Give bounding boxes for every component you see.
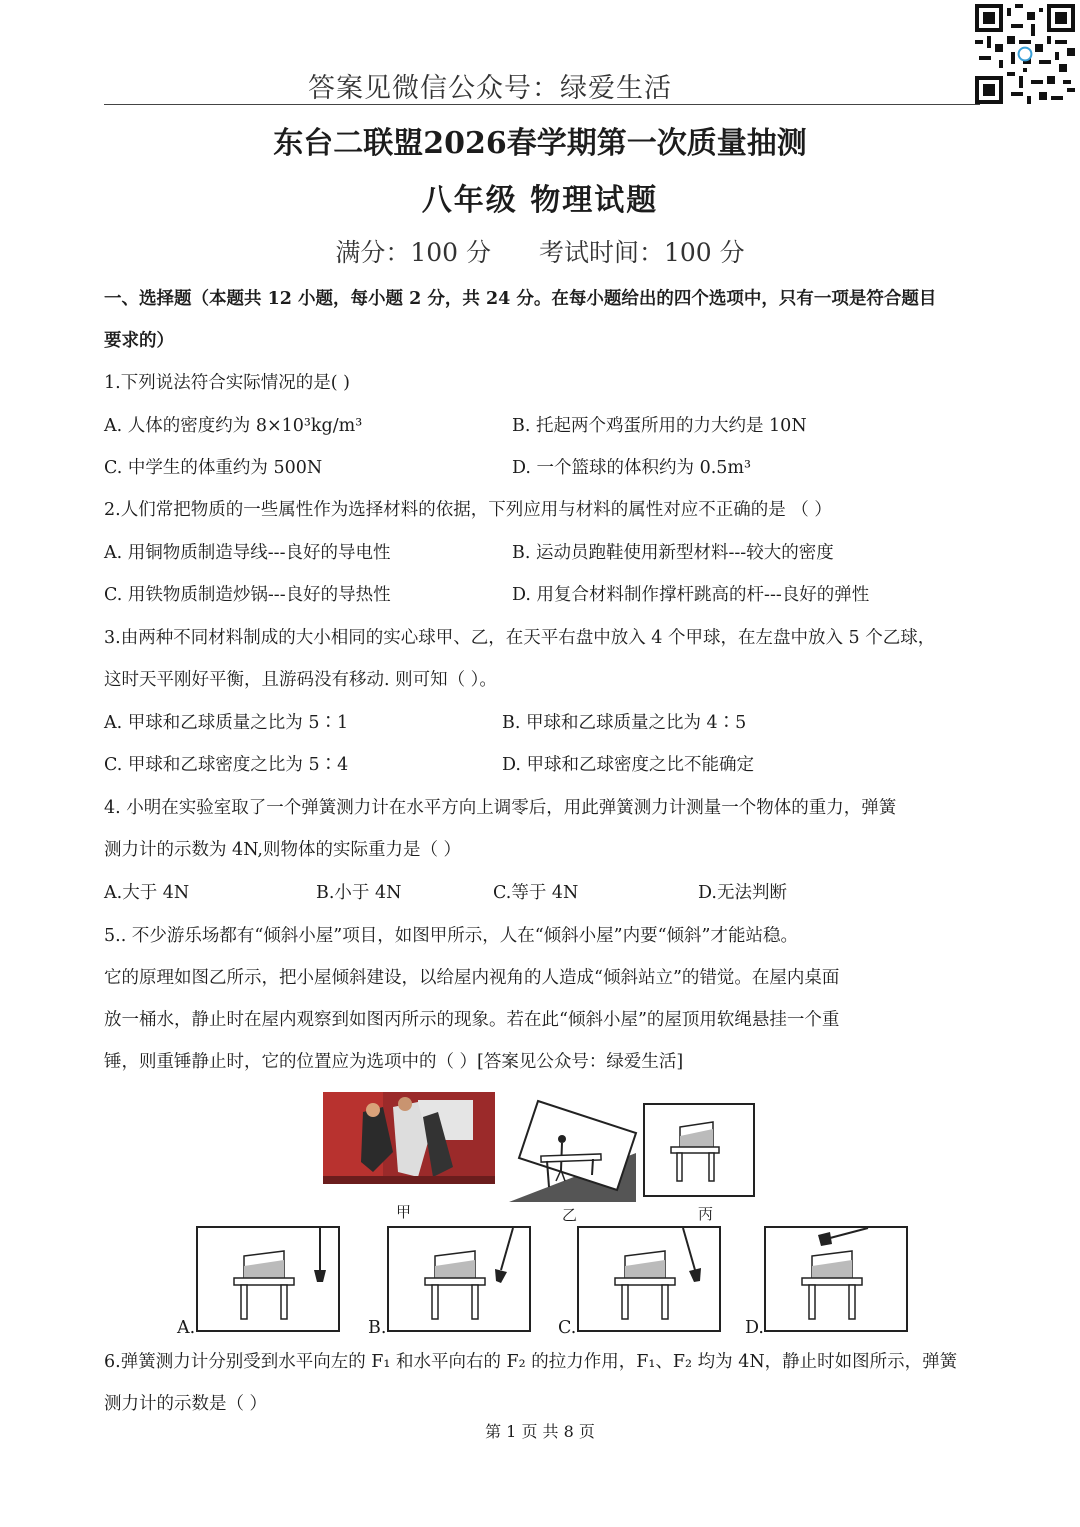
q1-option-c: C. 中学生的体重约为 500N — [104, 458, 323, 478]
figure-yi-diagram — [505, 1095, 640, 1205]
full-score: 满分：100 分 — [335, 238, 492, 267]
q4-option-a: A.大于 4N — [104, 883, 190, 903]
q6-stem-cont: 测力计的示数是（ ） — [104, 1394, 268, 1414]
figure-bing-label: 丙 — [698, 1205, 714, 1223]
q1-option-b: B. 托起两个鸡蛋所用的力大约是 10N — [512, 416, 807, 436]
q3-option-b: B. 甲球和乙球质量之比为 4∶5 — [502, 713, 747, 733]
figure-bing-diagram — [643, 1103, 755, 1197]
q3-option-c: C. 甲球和乙球密度之比为 5∶4 — [104, 755, 349, 775]
q4-stem: 4. 小明在实验室取了一个弹簧测力计在水平方向上调零后，用此弹簧测力计测量一个物体的重力，弹簧 — [104, 798, 897, 818]
exam-duration: 考试时间：100 分 — [538, 238, 745, 267]
header-divider — [104, 104, 980, 105]
promo-banner: 答案见微信公众号：绿爱生活 — [308, 73, 672, 104]
q5-option-b-label: B. — [368, 1318, 387, 1338]
q4-option-d: D.无法判断 — [698, 883, 787, 903]
q1-option-a: A. 人体的密度约为 8×10³kg/m³ — [104, 416, 363, 436]
q5-option-d-label: D. — [745, 1318, 764, 1338]
q5-option-c-label: C. — [558, 1318, 577, 1338]
section-heading-cont: 要求的） — [104, 331, 174, 351]
q3-option-a: A. 甲球和乙球质量之比为 5∶1 — [104, 713, 349, 733]
q5-option-a-label: A. — [177, 1318, 196, 1338]
q2-option-c: C. 用铁物质制造炒锅---良好的导热性 — [104, 585, 391, 605]
q4-option-c: C.等于 4N — [493, 883, 579, 903]
q1-stem: 1.下列说法符合实际情况的是( ) — [104, 373, 350, 393]
exam-title: 东台二联盟2026春学期第一次质量抽测 — [273, 126, 807, 161]
q2-option-d: D. 用复合材料制作撑杆跳高的杆---良好的弹性 — [512, 585, 870, 605]
q1-option-d: D. 一个篮球的体积约为 0.5m³ — [512, 458, 752, 478]
exam-meta — [0, 233, 1080, 269]
qr-code-icon — [975, 4, 1075, 104]
q4-option-b: B.小于 4N — [316, 883, 402, 903]
q5-option-c-figure — [577, 1226, 721, 1332]
q5-stem-3: 放一桶水，静止时在屋内观察到如图丙所示的现象。若在此“倾斜小屋”的屋顶用软绳悬挂一个重 — [104, 1010, 840, 1030]
q3-option-d: D. 甲球和乙球密度之比不能确定 — [502, 755, 755, 775]
q3-stem: 3.由两种不同材料制成的大小相同的实心球甲、乙，在天平右盘中放入 4 个甲球，在左盘中放入 5 个乙球， — [104, 628, 936, 648]
section-heading: 一、选择题（本题共 12 小题，每小题 2 分，共 24 分。在每小题给出的四个选项中，只有一项是符合题目 — [104, 289, 937, 309]
q3-stem-cont: 这时天平刚好平衡，且游码没有移动. 则可知（ ）。 — [104, 670, 497, 690]
q4-stem-cont: 测力计的示数为 4N,则物体的实际重力是（ ） — [104, 840, 462, 860]
q5-option-d-figure — [764, 1226, 908, 1332]
q6-stem: 6.弹簧测力计分别受到水平向左的 F₁ 和水平向右的 F₂ 的拉力作用，F₁、F₂ 均为 4N，静止时如图所示，弹簧 — [104, 1352, 958, 1372]
page-number: 第 1 页 共 8 页 — [485, 1422, 595, 1441]
figure-jia-label: 甲 — [396, 1203, 412, 1221]
q5-stem-1: 5.. 不少游乐场都有“倾斜小屋”项目，如图甲所示，人在“倾斜小屋”内要“倾斜”才能站稳。 — [104, 926, 798, 946]
q5-option-a-figure — [196, 1226, 340, 1332]
q5-stem-4: 锤，则重锤静止时，它的位置应为选项中的（ ）[答案见公众号：绿爱生活] — [104, 1052, 684, 1072]
q2-option-a: A. 用铜物质制造导线---良好的导电性 — [104, 543, 391, 563]
q5-option-b-figure — [387, 1226, 531, 1332]
exam-subtitle: 八年级 物理试题 — [421, 183, 659, 218]
q2-stem: 2.人们常把物质的一些属性作为选择材料的依据，下列应用与材料的属性对应不正确的是 （ ） — [104, 500, 832, 520]
figure-yi-label: 乙 — [562, 1206, 578, 1224]
q2-option-b: B. 运动员跑鞋使用新型材料---较大的密度 — [512, 543, 834, 563]
figure-jia-photo — [323, 1092, 495, 1184]
q5-stem-2: 它的原理如图乙所示，把小屋倾斜建设，以给屋内视角的人造成“倾斜站立”的错觉。在屋内桌面 — [104, 968, 840, 988]
